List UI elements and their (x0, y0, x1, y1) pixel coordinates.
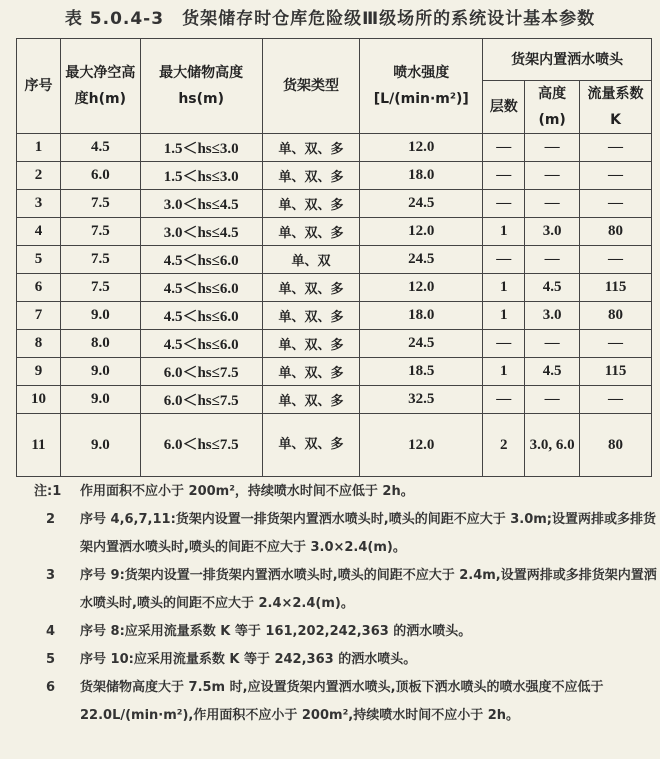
note-number: 4 (46, 624, 56, 639)
table-cell: 24.5 (360, 190, 483, 218)
table-cell: — (483, 330, 525, 358)
table-row (17, 246, 652, 274)
table-cell: 3.0 (525, 218, 580, 246)
table-row (17, 358, 652, 386)
table-cell: 24.5 (360, 246, 483, 274)
table-cell: 1 (483, 358, 525, 386)
table-cell: 18.0 (360, 302, 483, 330)
table-cell: 4.5 (60, 134, 140, 162)
table-row (17, 414, 652, 477)
table-cell: — (483, 134, 525, 162)
header-height: 高度 (m) (525, 81, 580, 134)
note-item (46, 506, 658, 562)
table-row (17, 218, 652, 246)
note-text: 序号 9:货架内设置一排货架内置洒水喷头时,喷头的间距不应大于 2.4m,设置两排或多排货架内置洒水喷头时,喷头的间距不应大于 2.4×2.4(m)。 (80, 568, 657, 611)
table-cell: 3.0, 6.0 (525, 414, 580, 477)
table-cell: 24.5 (360, 330, 483, 358)
header-layers: 层数 (483, 81, 525, 134)
table-cell: 1.5＜hs≤3.0 (140, 134, 262, 162)
table-cell: 2 (483, 414, 525, 477)
table-cell: 3.0＜hs≤4.5 (140, 218, 262, 246)
table-cell: 4.5 (525, 274, 580, 302)
table-cell: 单、双、多 (262, 162, 360, 190)
table-title: 表 5.0.4-3 货架储存时仓库危险级Ⅲ级场所的系统设计基本参数 (64, 9, 596, 29)
table-cell: 8 (17, 330, 61, 358)
header-rack-type: 货架类型 (262, 39, 360, 134)
table-cell: 单、双、多 (262, 414, 360, 477)
table-cell: 12.0 (360, 134, 483, 162)
note-text: 作用面积不应小于 200m²，持续喷水时间不应低于 2h。 (80, 484, 414, 499)
table-cell: 7.5 (60, 190, 140, 218)
table-cell: — (483, 246, 525, 274)
table-cell: 80 (580, 302, 652, 330)
notes (34, 478, 658, 730)
table-cell: 7.5 (60, 246, 140, 274)
table-row (17, 274, 652, 302)
note-item (46, 646, 658, 674)
table-cell: 10 (17, 386, 61, 414)
table-cell: 4.5＜hs≤6.0 (140, 246, 262, 274)
table-cell: 3.0 (525, 302, 580, 330)
table-cell: 1 (483, 274, 525, 302)
table-cell: 12.0 (360, 274, 483, 302)
table-cell: 115 (580, 274, 652, 302)
table-cell: 80 (580, 414, 652, 477)
table-cell: 6.0＜hs≤7.5 (140, 414, 262, 477)
table-cell: 9.0 (60, 414, 140, 477)
table-cell: 7 (17, 302, 61, 330)
note-item (46, 618, 658, 646)
table-cell: — (580, 134, 652, 162)
header-in-rack-sprinkler: 货架内置洒水喷头 (483, 39, 652, 81)
table-cell: 单、双 (262, 246, 360, 274)
table-row (17, 162, 652, 190)
note-number: 6 (46, 680, 56, 695)
note-item (46, 562, 658, 618)
table-cell: 1 (17, 134, 61, 162)
table-cell: 18.0 (360, 162, 483, 190)
table-cell: 1 (483, 218, 525, 246)
table-cell: — (580, 162, 652, 190)
table-cell: 6.0 (60, 162, 140, 190)
table-cell: 单、双、多 (262, 190, 360, 218)
note-item (34, 478, 658, 506)
header-intensity: 喷水强度 [L/(min·m²)] (360, 39, 483, 134)
parameter-table (16, 38, 652, 477)
table-cell: 32.5 (360, 386, 483, 414)
note-number: 2 (46, 512, 56, 527)
header-seq: 序号 (17, 39, 61, 134)
table-row (17, 386, 652, 414)
note-text: 货架储物高度大于 7.5m 时,应设置货架内置洒水喷头,顶板下洒水喷头的喷水强度不应低于 22.0L/(min·m²),作用面积不应小于 200m²,持续喷水时间不应小于 2h。 (80, 680, 604, 723)
table-cell: — (525, 330, 580, 358)
table-cell: 12.0 (360, 218, 483, 246)
table-cell: — (525, 190, 580, 218)
table-cell: — (525, 134, 580, 162)
table-cell: 18.5 (360, 358, 483, 386)
table-cell: — (483, 386, 525, 414)
table-cell: 9 (17, 358, 61, 386)
table-cell: 5 (17, 246, 61, 274)
note-text: 序号 10:应采用流量系数 K 等于 242,363 的洒水喷头。 (80, 652, 417, 667)
table-cell: 3 (17, 190, 61, 218)
table-cell: — (483, 190, 525, 218)
note-text: 序号 4,6,7,11:货架内设置一排货架内置洒水喷头时,喷头的间距不应大于 3.0m;设置两排或多排货架内置洒水喷头时,喷头的间距不应大于 3.0×2.4(m)。 (80, 512, 657, 555)
table-row (17, 190, 652, 218)
table-cell: 80 (580, 218, 652, 246)
table-cell: 4.5＜hs≤6.0 (140, 274, 262, 302)
table-cell: — (525, 386, 580, 414)
table-cell: 11 (17, 414, 61, 477)
table-cell: 单、双、多 (262, 330, 360, 358)
table-cell: 12.0 (360, 414, 483, 477)
table-cell: 单、双、多 (262, 134, 360, 162)
table-cell: 2 (17, 162, 61, 190)
note-number: 5 (46, 652, 56, 667)
table-cell: 6.0＜hs≤7.5 (140, 358, 262, 386)
table-cell: 4.5＜hs≤6.0 (140, 330, 262, 358)
table-cell: 4.5 (525, 358, 580, 386)
note-item (46, 674, 658, 730)
header-max-storage-height: 最大储物高度 hs(m) (140, 39, 262, 134)
table-row (17, 302, 652, 330)
table-cell: 单、双、多 (262, 358, 360, 386)
table-cell: 单、双、多 (262, 386, 360, 414)
table-cell: 7.5 (60, 274, 140, 302)
table-cell: — (580, 386, 652, 414)
note-number: 3 (46, 568, 56, 583)
table-row (17, 134, 652, 162)
table-cell: 单、双、多 (262, 218, 360, 246)
table-cell: 9.0 (60, 386, 140, 414)
table-cell: — (525, 246, 580, 274)
table-row (17, 330, 652, 358)
table-cell: 4.5＜hs≤6.0 (140, 302, 262, 330)
note-text: 序号 8:应采用流量系数 K 等于 161,202,242,363 的洒水喷头。 (80, 624, 472, 639)
table-cell: 1 (483, 302, 525, 330)
table-cell: 9.0 (60, 302, 140, 330)
table-cell: 单、双、多 (262, 274, 360, 302)
table-cell: — (580, 246, 652, 274)
table-cell: 7.5 (60, 218, 140, 246)
header-max-clear-height: 最大净空高度h(m) (60, 39, 140, 134)
table-cell: — (483, 162, 525, 190)
table-cell: 单、双、多 (262, 302, 360, 330)
table-cell: 9.0 (60, 358, 140, 386)
table-cell: 115 (580, 358, 652, 386)
header-k-factor: 流量系数 K (580, 81, 652, 134)
table-cell: 6 (17, 274, 61, 302)
table-cell: 8.0 (60, 330, 140, 358)
table-cell: 4 (17, 218, 61, 246)
table-cell: — (525, 162, 580, 190)
table-cell: — (580, 190, 652, 218)
table-cell: 3.0＜hs≤4.5 (140, 190, 262, 218)
table-cell: 6.0＜hs≤7.5 (140, 386, 262, 414)
note-number: 注:1 (34, 484, 62, 499)
table-cell: 1.5＜hs≤3.0 (140, 162, 262, 190)
table-cell: — (580, 330, 652, 358)
